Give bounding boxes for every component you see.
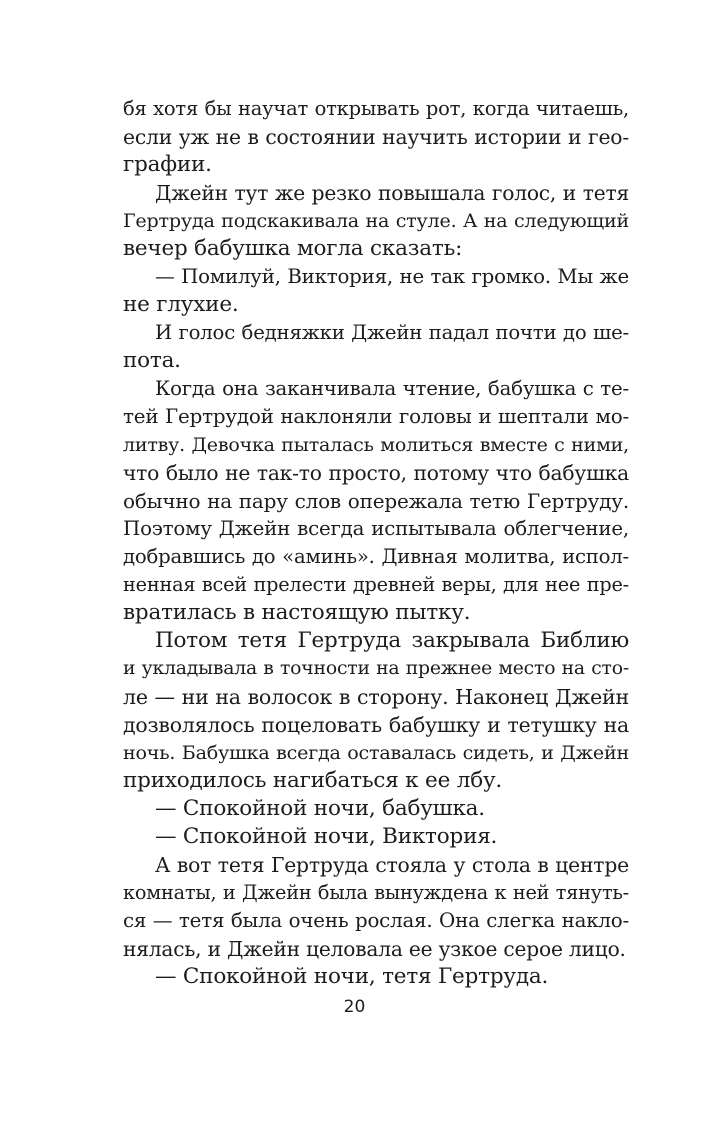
- text-line: ненная всей прелести древней веры, для нее пре-: [123, 573, 629, 596]
- text-line: А вот тетя Гертруда стояла у стола в центре: [155, 853, 629, 877]
- text-line: дозволялось поцеловать бабушку и тетушку на: [123, 713, 629, 737]
- text-line: Потом тетя Гертруда закрывала Библию: [155, 628, 629, 653]
- text-line: Когда она заканчивала чтение, бабушка с те-: [155, 377, 629, 400]
- text-line: Гертруда подскакивала на стуле. А на следующий: [123, 209, 629, 232]
- text-line: если уж не в состоянии научить истории и гео-: [123, 125, 629, 149]
- text-line: комнаты, и Джейн была вынуждена к ней тянуть-: [123, 881, 629, 904]
- text-line: — Спокойной ночи, тетя Гертруда.: [155, 964, 549, 989]
- text-line: графии.: [123, 152, 212, 177]
- body-text: [123, 95, 629, 991]
- text-line: и укладывала в точности на прежнее место на сто-: [123, 658, 629, 679]
- text-line: вечер бабушка могла сказать:: [123, 236, 463, 261]
- text-line: добравшись до «аминь». Дивная молитва, испол-: [123, 545, 629, 568]
- text-line: бя хотя бы научат открывать рот, когда читаешь,: [123, 97, 629, 120]
- text-line: — Помилуй, Виктория, не так громко. Мы же: [155, 265, 629, 288]
- text-line: Поэтому Джейн всегда испытывала облегчение,: [123, 517, 629, 540]
- text-line: И голос бедняжки Джейн падал почти до ше-: [155, 321, 629, 344]
- text-line: нялась, и Джейн целовала ее узкое серое лицо.: [123, 937, 626, 961]
- text-line: что было не так-то просто, потому что бабушка: [123, 461, 629, 485]
- text-line: вратилась в настоящую пытку.: [123, 600, 471, 625]
- text-line: Джейн тут же резко повышала голос, и тетя: [155, 181, 629, 205]
- text-line: обычно на пару слов опережала тетю Гертруду.: [123, 489, 629, 513]
- text-line: литву. Девочка пыталась молиться вместе с ними,: [123, 434, 629, 456]
- page-number: 20: [343, 997, 366, 1017]
- text-line: приходилось нагибаться к ее лбу.: [123, 768, 503, 793]
- text-line: тей Гертрудой наклоняли головы и шептали мо-: [123, 405, 629, 428]
- text-line: ночь. Бабушка всегда оставалась сидеть, и Джейн: [123, 741, 629, 764]
- text-line: — Спокойной ночи, бабушка.: [155, 796, 485, 821]
- text-line: не глухие.: [123, 292, 239, 317]
- text-line: ся — тетя была очень рослая. Она слегка накло-: [123, 909, 629, 932]
- text-line: ле — ни на волосок в сторону. Наконец Джейн: [123, 685, 629, 709]
- text-line: — Спокойной ночи, Виктория.: [155, 824, 498, 849]
- text-line: пота.: [123, 348, 181, 373]
